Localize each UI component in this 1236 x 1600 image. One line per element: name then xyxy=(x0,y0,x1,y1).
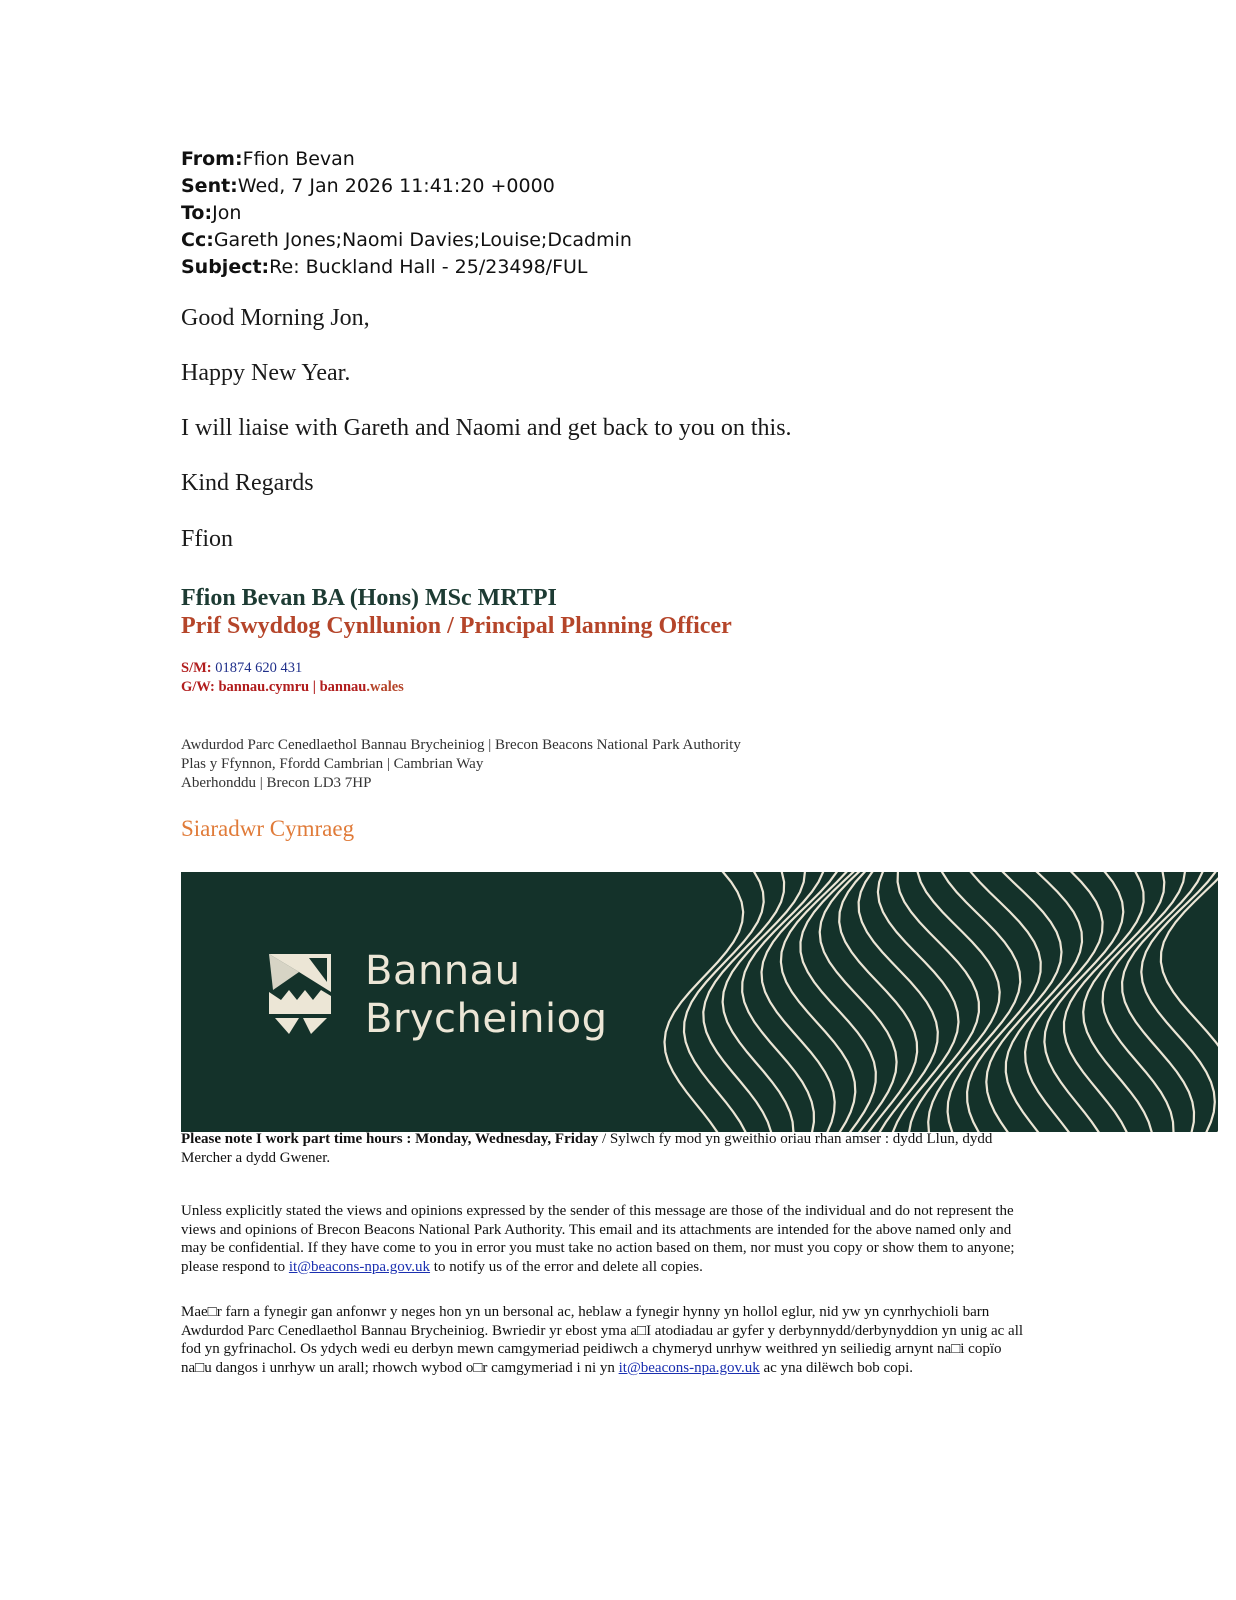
logo-emblem-icon xyxy=(269,954,331,1034)
new-year-line: Happy New Year. xyxy=(181,360,351,386)
sent-row: Sent:Wed, 7 Jan 2026 11:41:20 +0000 xyxy=(181,175,555,197)
web-link-wales[interactable]: bannau.wales xyxy=(319,679,404,695)
it-email-link-welsh[interactable]: it@beacons-npa.gov.uk xyxy=(618,1359,760,1376)
web-row: G/W: bannau.cymru | bannau.wales xyxy=(181,679,404,695)
contour-line xyxy=(781,872,855,1132)
from-value: Ffion Bevan xyxy=(242,148,355,170)
sender-first-name: Ffion xyxy=(181,526,234,552)
greeting: Good Morning Jon, xyxy=(181,305,370,331)
disclaimer-welsh: Mae□r farn a fynegir gan anfonwr y neges hon yn un bersonal ac, heblaw a fynegir hynny yn hollol eglur, nid yw yn cynrhychioli barn Awdurdod Parc Cenedlaethol Bannau Brycheiniog. Bwriedir yr ebost yma a□I atodiadau ar gyfer y derbynnydd/derbynyddion yn unig ac all fod yn gyfrinachol. Os ydych wedi eu derbyn mewn camgymeriad peidiwch a chymeryd unrhyw weithred yn seiliedig arnynt na□i copïo na□u dangos i unrhyw un arall; rhowch wybod o□r camgymeriad i ni yn it@beacons-npa.gov.uk ac yna dilëwch bob copi. xyxy=(181,1304,1024,1376)
sent-value: Wed, 7 Jan 2026 11:41:20 +0000 xyxy=(237,175,555,197)
welsh-speaker-label: Siaradwr Cymraeg xyxy=(181,816,355,841)
email-header xyxy=(181,146,632,281)
phone-row: S/M: 01874 620 431 xyxy=(181,660,303,676)
from-row: From:Ffion Bevan xyxy=(181,148,355,170)
bannau-brycheiniog-banner xyxy=(181,872,1218,1132)
contour-line xyxy=(1122,872,1205,1132)
contour-line xyxy=(839,872,917,1132)
it-email-link[interactable]: it@beacons-npa.gov.uk xyxy=(288,1258,431,1275)
subject-row: Subject:Re: Buckland Hall - 25/23498/FUL xyxy=(181,256,588,278)
cc-value: Gareth Jones;Naomi Davies;Louise;Dcadmin xyxy=(213,229,632,251)
contour-line xyxy=(684,872,764,1132)
closing: Kind Regards xyxy=(181,470,314,496)
contour-line xyxy=(878,872,959,1132)
address-block: Awdurdod Parc Cenedlaethol Bannau Brycheiniog | Brecon Beacons National Park Authority Plas y Ffynnon, Ffordd Cambrian | Cambrian Way Aberhonddu | Brecon LD3 7HP xyxy=(181,737,741,791)
signature-title: Prif Swyddog Cynllunion / Principal Planning Officer xyxy=(181,613,732,639)
contour-line xyxy=(742,872,825,1132)
to-value: Jon xyxy=(212,202,242,224)
contour-line xyxy=(723,872,805,1132)
contour-line xyxy=(665,872,744,1132)
part-time-note: Please note I work part time hours : Monday, Wednesday, Friday / Sylwch fy mod yn gweithio oriau rhan amser : dydd Llun, dydd Mercher a dydd Gwener. xyxy=(181,1131,993,1166)
signature-name: Ffion Bevan BA (Hons) MSc MRTPI xyxy=(181,585,557,611)
disclaimer-english: Unless explicitly stated the views and opinions expressed by the sender of this message are those of the individual and do not represent the views and opinions of Brecon Beacons National Park Authority. This email and its attachments are intended for the above named only and may be confidential. If they have come to you in error you must take no action based on them, nor must you copy or show them to anyone; please respond to it@beacons-npa.gov.uk to notify us of the error and delete all copies. xyxy=(181,1203,1015,1275)
to-row: To:Jon xyxy=(181,202,242,224)
phone-number[interactable]: 01874 620 431 xyxy=(215,660,303,676)
message-line: I will liaise with Gareth and Naomi and get back to you on this. xyxy=(181,415,792,441)
cc-row: Cc:Gareth Jones;Naomi Davies;Louise;Dcadmin xyxy=(181,229,632,251)
contour-pattern xyxy=(181,872,1218,1132)
web-link-cymru[interactable]: bannau.cymru xyxy=(218,679,310,695)
subject-value: Re: Buckland Hall - 25/23498/FUL xyxy=(269,256,588,278)
logo-wordmark: Bannau Brycheiniog xyxy=(365,948,608,1042)
